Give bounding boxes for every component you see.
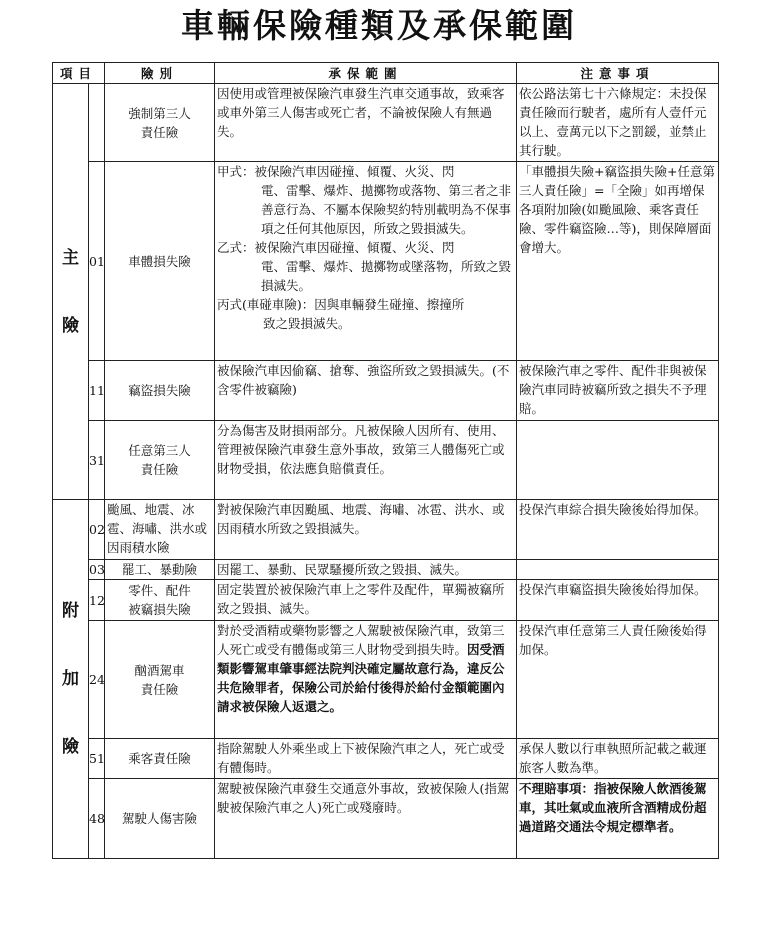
table-row [53, 84, 719, 162]
table-row [53, 779, 719, 859]
row-notes [517, 560, 719, 580]
row-notes: 依公路法第七十六條規定：未投保責任險而行駛者，處所有人壹仟元以上、壹萬元以下之罰鍰，並禁止其行駛。 [517, 84, 719, 162]
row-notes: 投保汽車綜合損失險後始得加保。 [517, 500, 719, 560]
main-insurance-label: 主 險 [53, 84, 89, 500]
row-name: 零件、配件 被竊損失險 [105, 580, 215, 621]
row-name: 強制第三人 責任險 [105, 84, 215, 162]
row-code: 03 [89, 560, 105, 580]
row-name: 颱風、地震、冰雹、海嘯、洪水或因雨積水險 [105, 500, 215, 560]
scope-a-rest: 電、雷擊、爆炸、拋擲物或落物、第三者之非善意行為、不屬本保險契約特別載明為不保事項之任何其他原因，所致之毀損滅失。 [261, 183, 512, 236]
row-name: 罷工、暴動險 [105, 560, 215, 580]
row-scope: 因使用或管理被保險汽車發生汽車交通事故，致乘客或車外第三人傷害或死亡者，不論被保險人有無過失。 [215, 84, 517, 162]
header-item: 項目 [53, 63, 105, 84]
row-code: 51 [89, 739, 105, 779]
row-notes: 「車體損失險+竊盜損失險+任意第三人責任險」=「全險」如再增保各項附加險(如颱風險、乘客責任險、零件竊盜險…等)，則保障層面會增大。 [517, 162, 719, 361]
row-notes: 被保險汽車之零件、配件非與被保險汽車同時被竊所致之損失不予理賠。 [517, 361, 719, 421]
row-scope: 指除駕駛人外乘坐或上下被保險汽車之人，死亡或受有體傷時。 [215, 739, 517, 779]
row-scope: 固定裝置於被保險汽車上之零件及配件，單獨被竊所致之毀損、滅失。 [215, 580, 517, 621]
row-scope [215, 162, 517, 361]
page-title: 車輛保險種類及承保範圍 [181, 6, 577, 45]
table-row [53, 580, 719, 621]
table-row [53, 739, 719, 779]
scope-a-first: 被保險汽車因碰撞、傾覆、火災、閃 [254, 164, 455, 179]
row-code [89, 84, 105, 162]
scope-bold: 因受酒類影響駕車肇事經法院判決確定屬故意行為，違反公共危險罪者，保險公司於給付後得於給付金額範圍內請求被保險人返還之。 [217, 642, 505, 714]
row-scope: 駕駛被保險汽車發生交通意外事故，致被保險人(指駕駛被保險汽車之人)死亡或殘廢時。 [215, 779, 517, 859]
row-name: 任意第三人 責任險 [105, 421, 215, 500]
header-kind: 險別 [105, 63, 215, 84]
scope-b-label: 乙式： [217, 240, 255, 255]
scope-b-rest: 電、雷擊、爆炸、拋擲物或墜落物，所致之毀損滅失。 [261, 259, 512, 293]
scope-c-rest: 致之毀損滅失。 [263, 316, 351, 331]
row-notes [517, 421, 719, 500]
row-notes: 不理賠事項：指被保險人飲酒後駕車，其吐氣或血液所含酒精成份超過道路交通法令規定標準者。 [517, 779, 719, 859]
table-row [53, 621, 719, 739]
row-notes: 投保汽車竊盜損失險後始得加保。 [517, 580, 719, 621]
row-code: 24 [89, 621, 105, 739]
row-code: 48 [89, 779, 105, 859]
table-row [53, 162, 719, 361]
header-notes: 注意事項 [517, 63, 719, 84]
row-scope: 被保險汽車因偷竊、搶奪、強盜所致之毀損滅失。(不含零件被竊險) [215, 361, 517, 421]
row-notes: 承保人數以行車執照所記載之載運旅客人數為準。 [517, 739, 719, 779]
scope-b-first: 被保險汽車因碰撞、傾覆、火災、閃 [254, 240, 455, 255]
row-notes: 投保汽車任意第三人責任險後始得加保。 [517, 621, 719, 739]
table-row [53, 560, 719, 580]
row-name: 乘客責任險 [105, 739, 215, 779]
header-row [53, 63, 719, 84]
rider-insurance-label: 附 加 險 [53, 500, 89, 859]
scope-a-label: 甲式： [217, 164, 255, 179]
row-name: 酗酒駕車 責任險 [105, 621, 215, 739]
row-code: 01 [89, 162, 105, 361]
row-scope: 因罷工、暴動、民眾騷擾所致之毀損、滅失。 [215, 560, 517, 580]
row-code: 31 [89, 421, 105, 500]
table-row [53, 500, 719, 560]
row-scope: 對被保險汽車因颱風、地震、海嘯、冰雹、洪水、或因雨積水所致之毀損滅失。 [215, 500, 517, 560]
scope-c-first: 丙式(車碰車險)：因與車輛發生碰撞、擦撞所 [217, 297, 465, 312]
row-name: 竊盜損失險 [105, 361, 215, 421]
header-scope: 承保範圍 [215, 63, 517, 84]
row-name: 駕駛人傷害險 [105, 779, 215, 859]
row-code: 12 [89, 580, 105, 621]
row-scope: 分為傷害及財損兩部分。凡被保險人因所有、使用、管理被保險汽車發生意外事故，致第三人體傷死亡或財物受損，依法應負賠償責任。 [215, 421, 517, 500]
row-code: 11 [89, 361, 105, 421]
row-code: 02 [89, 500, 105, 560]
row-name: 車體損失險 [105, 162, 215, 361]
row-scope [215, 621, 517, 739]
table-row [53, 421, 719, 500]
table-row [53, 361, 719, 421]
insurance-table [52, 62, 719, 859]
scope-plain: 對於受酒精或藥物影響之人駕駛被保險汽車，致第三人死亡或受有體傷或第三人財物受到損失時。 [217, 623, 505, 657]
